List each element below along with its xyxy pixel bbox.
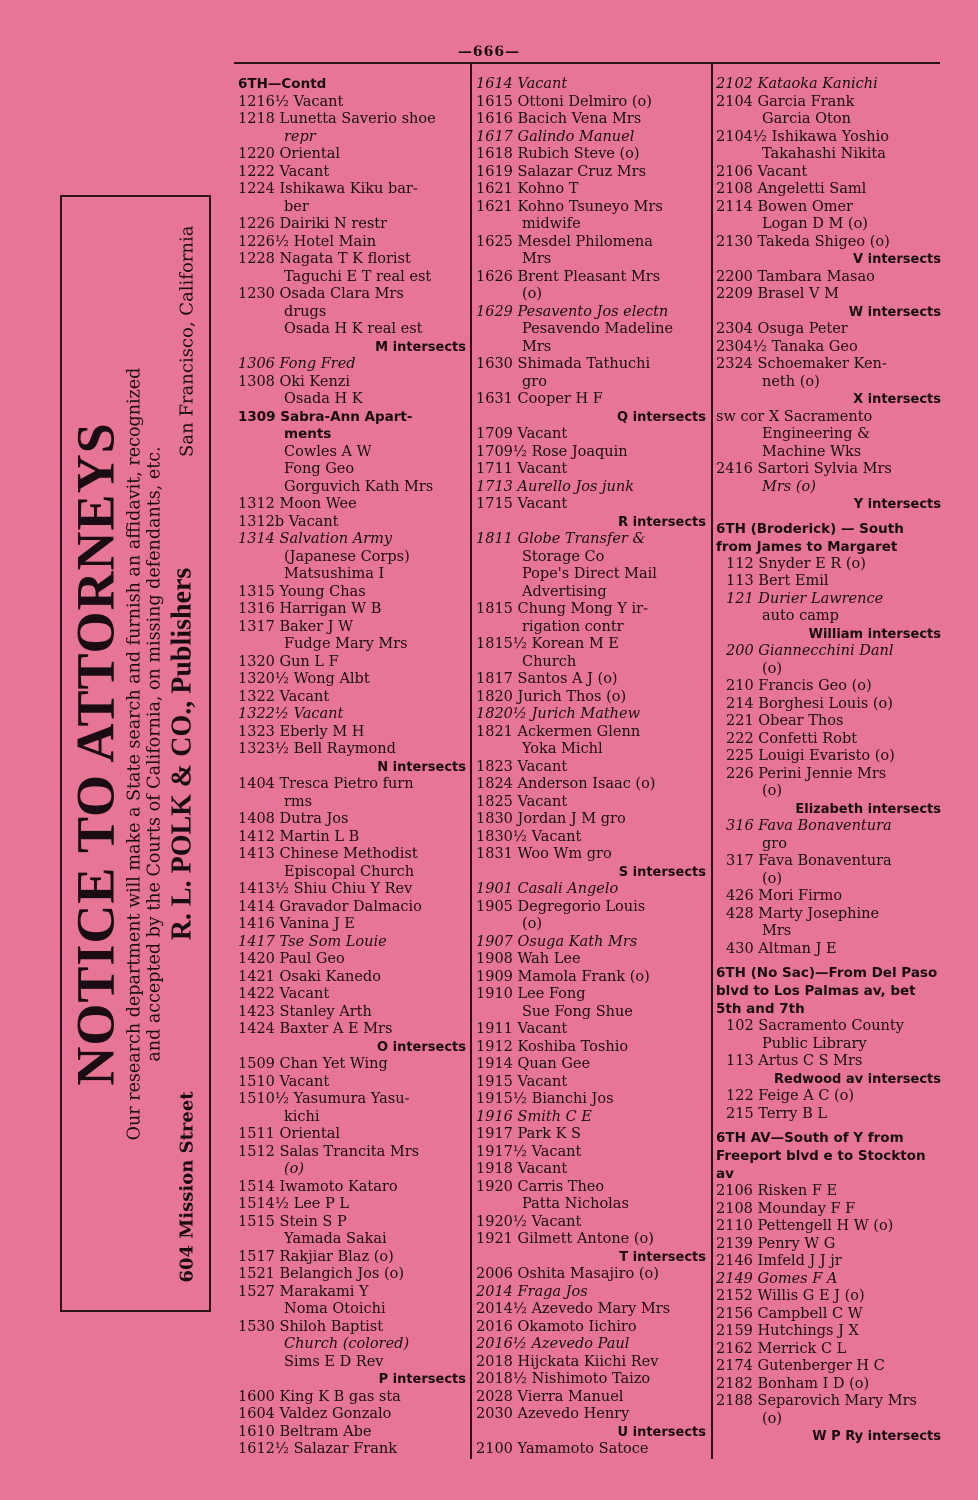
directory-entry: 1530 Shiloh Baptist (238, 1318, 384, 1335)
notice-text-line1: Our research department will make a State search and furnish an affidavit, recognized (124, 367, 144, 1140)
directory-entry: 2110 Pettengell H W (o) (716, 1218, 894, 1234)
directory-entry: 1911 Vacant (476, 1021, 568, 1037)
directory-entry: 1604 Valdez Gonzalo (238, 1406, 392, 1422)
directory-entry: 1713 Aurello Jos junk (476, 478, 634, 495)
directory-entry: 1711 Vacant (476, 461, 568, 477)
directory-entry: 2149 Gomes F A (716, 1270, 838, 1287)
directory-entry: 1618 Rubich Steve (o) (476, 146, 640, 162)
directory-entry: 2106 Vacant (716, 163, 808, 180)
directory-entry: 102 Sacramento County (726, 1018, 904, 1034)
directory-entry: 1920 Carris Theo (476, 1178, 605, 1195)
intersection-label: P intersects (378, 1372, 466, 1387)
notice-text-line2: and accepted by the Courts of California, on missing defendants, etc. (144, 445, 164, 1062)
directory-entry-continuation: (o) (522, 286, 543, 302)
directory-entry: 2014 Fraga Jos (476, 1283, 588, 1300)
directory-entry: 1315 Young Chas (238, 583, 366, 600)
directory-entry-continuation: (o) (762, 660, 783, 677)
directory-entry: 1815½ Korean M E (476, 636, 619, 652)
notice-address: 604 Mission Street (176, 1090, 197, 1282)
directory-entry: 121 Durier Lawrence (726, 590, 884, 607)
column-divider-1 (470, 64, 472, 1459)
directory-entry: 1412 Martin L B (238, 828, 360, 845)
directory-entry: 1820 Jurich Thos (o) (476, 688, 627, 705)
directory-column-2 (476, 76, 706, 1459)
directory-entry: 1631 Cooper H F (476, 391, 603, 407)
directory-entry: 113 Artus C S Mrs (726, 1053, 863, 1069)
column-divider-2 (711, 64, 713, 1459)
directory-entry-continuation: (o) (762, 783, 783, 799)
directory-entry: 1625 Mesdel Philomena (476, 233, 653, 250)
directory-entry-continuation: Sue Fong Shue (522, 1003, 633, 1020)
intersection-label: William intersects (808, 626, 941, 642)
directory-entry: 2162 Merrick C L (716, 1340, 847, 1357)
directory-entry-continuation: Noma Otoichi (284, 1301, 386, 1317)
directory-entry-continuation: (o) (522, 916, 543, 932)
directory-entry: 1422 Vacant (238, 986, 330, 1002)
directory-entry: 1626 Brent Pleasant Mrs (476, 268, 661, 285)
intersection-label: N intersects (377, 759, 466, 775)
directory-entry: 1510 Vacant (238, 1073, 330, 1090)
directory-entry: 2304 Osuga Peter (716, 321, 848, 337)
directory-entry: 2108 Mounday F F (716, 1200, 856, 1217)
directory-entry-continuation: rms (284, 793, 313, 810)
directory-entry: 2200 Tambara Masao (716, 268, 875, 285)
directory-entry-continuation: Sims E D Rev (284, 1353, 384, 1370)
street-heading: 6TH (No Sac)—From Del Paso blvd to Los Palmas av, bet 5th and 7th (716, 965, 938, 1017)
directory-entry: 1316 Harrigan W B (238, 601, 382, 617)
directory-entry: 1322½ Vacant (238, 706, 344, 722)
directory-entry: 122 Feige A C (o) (726, 1088, 855, 1104)
directory-entry-continuation: Yoka Michl (522, 741, 603, 757)
directory-entry-continuation: Mrs (522, 251, 552, 267)
directory-entry: 2018½ Nishimoto Taizo (476, 1371, 651, 1387)
directory-entry-continuation: rigation contr (522, 618, 624, 635)
directory-entry: 221 Obear Thos (726, 713, 844, 729)
directory-entry: 1709½ Rose Joaquin (476, 443, 628, 460)
directory-entry: 2188 Separovich Mary Mrs (716, 1393, 917, 1409)
notice-city: San Francisco, California (176, 225, 197, 457)
directory-entry: 1600 King K B gas sta (238, 1388, 401, 1405)
top-rule (234, 62, 940, 64)
directory-entry-continuation: Taguchi E T real est (284, 268, 432, 285)
intersection-label: R intersects (618, 514, 706, 530)
directory-entry-continuation: Engineering & (762, 426, 871, 442)
directory-entry: 1417 Tse Som Louie (238, 933, 387, 950)
directory-entry: 1323½ Bell Raymond (238, 741, 396, 757)
directory-entry-continuation: Gorguvich Kath Mrs (284, 478, 434, 495)
directory-entry: 2324 Schoemaker Ken- (716, 356, 887, 372)
directory-entry: 1413 Chinese Methodist (238, 846, 418, 862)
directory-entry: 1610 Beltram Abe (238, 1423, 372, 1440)
notice-title: NOTICE TO ATTORNEYS (65, 421, 125, 1086)
intersection-label: Redwood av intersects (774, 1071, 941, 1087)
directory-column-1 (238, 76, 466, 1459)
directory-entry: 1811 Globe Transfer & (476, 531, 646, 547)
directory-entry: 1910 Lee Fong (476, 986, 586, 1002)
directory-entry-continuation: neth (o) (762, 373, 820, 390)
directory-entry: 1514½ Lee P L (238, 1196, 349, 1212)
directory-entry: 2016½ Azevedo Paul (476, 1336, 630, 1352)
directory-entry-continuation: (o) (284, 1161, 305, 1177)
directory-entry-continuation: Fong Geo (284, 461, 355, 477)
directory-entry: 426 Mori Firmo (726, 888, 843, 904)
intersection-label: T intersects (619, 1249, 706, 1265)
intersection-label: S intersects (618, 864, 706, 880)
directory-entry-continuation: repr (284, 128, 316, 145)
directory-column-3 (716, 76, 941, 1446)
directory-entry: 200 Giannecchini Danl (726, 643, 894, 659)
directory-entry: 1527 Marakami Y (238, 1283, 369, 1300)
directory-entry: 1817 Santos A J (o) (476, 671, 618, 687)
notice-box (60, 195, 211, 1312)
directory-entry: 1317 Baker J W (238, 618, 354, 635)
directory-entry: 1823 Vacant (476, 758, 568, 775)
directory-entry: 1825 Vacant (476, 793, 568, 810)
directory-entry: 1905 Degregorio Louis (476, 898, 646, 915)
directory-entry-continuation: Church (522, 653, 577, 670)
directory-entry: 2174 Gutenberger H C (716, 1358, 885, 1374)
directory-entry: 1616 Bacich Vena Mrs (476, 111, 642, 127)
directory-entry: 2159 Hutchings J X (716, 1323, 859, 1339)
directory-entry-continuation: midwife (522, 216, 581, 232)
street-heading: 6TH (Broderick) — South from James to Margaret (716, 520, 904, 555)
directory-entry: 1815 Chung Mong Y ir- (476, 601, 648, 617)
directory-entry: 1821 Ackermen Glenn (476, 723, 641, 740)
directory-entry: 1322 Vacant (238, 688, 330, 705)
directory-entry: 225 Louigi Evaristo (o) (726, 748, 895, 764)
directory-entry-continuation: Storage Co (522, 548, 605, 565)
directory-entry-continuation: (Japanese Corps) (284, 548, 410, 565)
intersection-label: U intersects (617, 1424, 706, 1440)
intersection-label: Q intersects (617, 409, 706, 425)
directory-entry-continuation: Garcia Oton (762, 111, 851, 127)
directory-entry: 2104 Garcia Frank (716, 93, 855, 110)
directory-entry: 1621 Kohno Tsuneyo Mrs (476, 198, 663, 215)
directory-entry: 1226½ Hotel Main (238, 233, 377, 250)
directory-entry-continuation: kichi (284, 1108, 320, 1125)
directory-entry: 1424 Baxter A E Mrs (238, 1021, 393, 1037)
directory-entry-continuation: Mrs (o) (762, 478, 816, 495)
directory-entry: 1512 Salas Trancita Mrs (238, 1143, 420, 1160)
directory-entry-continuation: gro (522, 373, 547, 390)
directory-entry: 1413½ Shiu Chiu Y Rev (238, 881, 413, 897)
directory-entry: 112 Snyder E R (o) (726, 555, 866, 572)
directory-entry-continuation: Osada H K real est (284, 321, 423, 337)
directory-entry: 1912 Koshiba Toshio (476, 1038, 629, 1055)
directory-entry: 1901 Casali Angelo (476, 881, 619, 897)
directory-entry: 1404 Tresca Pietro furn (238, 776, 414, 792)
directory-entry-continuation: Advertising (522, 583, 607, 600)
directory-entry: 1320 Gun L F (238, 653, 339, 670)
street-heading: 6TH—Contd (238, 76, 327, 92)
directory-entry: 1614 Vacant (476, 76, 568, 92)
directory-entry-continuation: Mrs (522, 338, 552, 355)
directory-entry: 316 Fava Bonaventura (726, 818, 892, 834)
directory-entry-continuation: (o) (762, 1410, 783, 1427)
directory-entry: 210 Francis Geo (o) (726, 678, 872, 694)
directory-entry: 2114 Bowen Omer (716, 198, 853, 215)
directory-entry-continuation: Mrs (762, 923, 792, 939)
notice-publisher: R. L. POLK & CO., Publishers (166, 567, 197, 940)
directory-entry: 1917 Park K S (476, 1126, 581, 1142)
directory-entry: 1921 Gilmett Antone (o) (476, 1231, 654, 1247)
directory-entry: 1224 Ishikawa Kiku bar- (238, 181, 418, 197)
directory-entry: 226 Perini Jennie Mrs (726, 765, 887, 782)
directory-entry: 1414 Gravador Dalmacio (238, 898, 422, 915)
directory-entry: 1312 Moon Wee (238, 496, 357, 512)
intersection-label: O intersects (377, 1039, 466, 1055)
directory-entry: 1230 Osada Clara Mrs (238, 286, 404, 302)
directory-entry-continuation: Machine Wks (762, 443, 862, 460)
directory-entry: 1308 Oki Kenzi (238, 373, 351, 390)
directory-entry: 1709 Vacant (476, 426, 568, 442)
directory-entry: 1830½ Vacant (476, 828, 582, 845)
intersection-label: X intersects (853, 392, 941, 407)
directory-entry: 1509 Chan Yet Wing (238, 1056, 388, 1072)
directory-entry-continuation: Pope's Direct Mail (522, 566, 657, 582)
directory-entry-continuation: Episcopal Church (284, 863, 415, 880)
directory-entry: 2209 Brasel V M (716, 286, 839, 302)
directory-entry-continuation: (o) (762, 870, 783, 887)
directory-entry: 1420 Paul Geo (238, 951, 345, 967)
directory-entry-continuation: gro (762, 835, 787, 852)
street-heading: 6TH AV—South of Y from Freeport blvd e to Stockton av (716, 1130, 926, 1182)
intersection-label: Y intersects (853, 497, 941, 512)
directory-entry: 1909 Mamola Frank (o) (476, 968, 650, 985)
directory-entry: 1416 Vanina J E (238, 916, 355, 932)
directory-entry: 2014½ Azevedo Mary Mrs (476, 1301, 671, 1317)
directory-entry-continuation: auto camp (762, 608, 839, 624)
intersection-label: M intersects (375, 339, 466, 355)
directory-entry: 1915 Vacant (476, 1073, 568, 1090)
directory-entry: 1510½ Yasumura Yasu- (238, 1091, 410, 1107)
directory-entry: 1216½ Vacant (238, 93, 344, 110)
directory-entry: 1408 Dutra Jos (238, 811, 349, 827)
directory-entry: 1323 Eberly M H (238, 723, 365, 740)
directory-entry: 1916 Smith C E (476, 1108, 592, 1125)
directory-entry: 1312b Vacant (238, 513, 339, 530)
directory-entry: 1830 Jordan J M gro (476, 811, 626, 827)
directory-entry-continuation: ber (284, 198, 309, 215)
directory-entry: 1517 Rakjiar Blaz (o) (238, 1248, 394, 1265)
directory-entry: sw cor X Sacramento (716, 408, 873, 425)
directory-entry-continuation: Matsushima I (284, 566, 385, 582)
directory-entry: 2016 Okamoto Iichiro (476, 1318, 637, 1335)
directory-entry: 1918 Vacant (476, 1161, 568, 1177)
directory-entry-continuation: Church (colored) (284, 1336, 410, 1352)
directory-entry: 1514 Iwamoto Kataro (238, 1178, 398, 1195)
directory-entry-continuation: Takahashi Nikita (762, 146, 886, 162)
directory-entry-continuation: ments (284, 426, 332, 442)
directory-entry: 2139 Penry W G (716, 1235, 836, 1252)
directory-entry: 2106 Risken F E (716, 1183, 838, 1199)
directory-entry: 2304½ Tanaka Geo (716, 338, 858, 355)
directory-entry: 1917½ Vacant (476, 1143, 582, 1160)
directory-entry: 2100 Yamamoto Satoce (476, 1441, 649, 1457)
directory-entry: 1621 Kohno T (476, 181, 579, 197)
directory-entry-continuation: Osada H K (284, 391, 363, 407)
directory-entry: 2104½ Ishikawa Yoshio (716, 128, 889, 145)
directory-entry: 1914 Quan Gee (476, 1056, 591, 1072)
directory-entry: 1820½ Jurich Mathew (476, 706, 641, 722)
directory-entry: 1314 Salvation Army (238, 531, 393, 547)
directory-entry: 1423 Stanley Arth (238, 1003, 372, 1020)
directory-entry: 1612½ Salazar Frank (238, 1441, 398, 1457)
intersection-label: W intersects (848, 304, 941, 320)
directory-entry: 1228 Nagata T K florist (238, 251, 411, 267)
directory-entry: 2006 Oshita Masajiro (o) (476, 1266, 659, 1282)
directory-entry: 2108 Angeletti Saml (716, 181, 867, 197)
directory-entry: 215 Terry B L (726, 1105, 827, 1122)
directory-entry: 1220 Oriental (238, 146, 340, 162)
directory-entry: 1619 Salazar Cruz Mrs (476, 163, 647, 180)
directory-entry: 2028 Vierra Manuel (476, 1388, 624, 1405)
directory-entry: 1222 Vacant (238, 163, 330, 180)
directory-entry-continuation: Cowles A W (284, 443, 372, 460)
directory-entry: 1824 Anderson Isaac (o) (476, 776, 656, 792)
directory-entry: 1320½ Wong Albt (238, 671, 370, 687)
directory-entry-continuation: Yamada Sakai (284, 1231, 387, 1247)
directory-entry: 1715 Vacant (476, 496, 568, 512)
directory-entry: 430 Altman J E (726, 940, 837, 957)
page-number: —666— (457, 44, 521, 60)
directory-entry: 2102 Kataoka Kanichi (716, 76, 878, 92)
directory-entry: 2182 Bonham I D (o) (716, 1375, 870, 1392)
directory-entry: 214 Borghesi Louis (o) (726, 695, 893, 712)
directory-entry-continuation: Logan D M (o) (762, 216, 868, 232)
directory-entry-continuation: Patta Nicholas (522, 1196, 629, 1212)
directory-entry: 1629 Pesavento Jos electn (476, 303, 669, 320)
directory-entry: 1421 Osaki Kanedo (238, 968, 381, 985)
directory-entry: 1521 Belangich Jos (o) (238, 1266, 404, 1282)
directory-entry: 1915½ Bianchi Jos (476, 1091, 614, 1107)
directory-entry: 1908 Wah Lee (476, 951, 581, 967)
directory-entry-continuation: drugs (284, 303, 327, 320)
directory-entry: 222 Confetti Robt (726, 730, 858, 747)
directory-entry: 2152 Willis G E J (o) (716, 1288, 865, 1304)
directory-entry: 1515 Stein S P (238, 1213, 347, 1230)
directory-entry: 2130 Takeda Shigeo (o) (716, 233, 890, 250)
directory-entry: 2018 Hijckata Kiichi Rev (476, 1353, 659, 1370)
directory-entry: 1920½ Vacant (476, 1213, 582, 1230)
directory-entry: 1630 Shimada Tathuchi (476, 356, 651, 372)
directory-entry: 1907 Osuga Kath Mrs (476, 933, 638, 950)
directory-entry: 1615 Ottoni Delmiro (o) (476, 93, 652, 110)
directory-entry: 1831 Woo Wm gro (476, 846, 612, 862)
intersection-label: Elizabeth intersects (795, 801, 941, 817)
directory-entry-continuation: Fudge Mary Mrs (284, 636, 408, 652)
intersection-label: W P Ry intersects (812, 1429, 941, 1444)
directory-entry: 428 Marty Josephine (726, 905, 880, 922)
directory-entry: 2156 Campbell C W (716, 1305, 863, 1322)
directory-entry: 1306 Fong Fred (238, 356, 356, 372)
directory-entry: 2416 Sartori Sylvia Mrs (716, 461, 892, 477)
directory-entry: 1226 Dairiki N restr (238, 216, 388, 232)
directory-entry: 1617 Galindo Manuel (476, 128, 635, 145)
directory-entry: 2146 Imfeld J J jr (716, 1253, 842, 1269)
directory-entry: 2030 Azevedo Henry (476, 1406, 630, 1422)
directory-entry: 317 Fava Bonaventura (726, 853, 892, 869)
directory-entry: 1218 Lunetta Saverio shoe (238, 111, 436, 127)
directory-entry-continuation: Public Library (762, 1035, 867, 1052)
directory-entry-continuation: Pesavendo Madeline (522, 321, 674, 337)
directory-entry: 1309 Sabra-Ann Apart- (238, 408, 413, 425)
intersection-label: V intersects (853, 252, 941, 267)
directory-entry: 1511 Oriental (238, 1126, 340, 1142)
directory-entry: 113 Bert Emil (726, 573, 829, 589)
